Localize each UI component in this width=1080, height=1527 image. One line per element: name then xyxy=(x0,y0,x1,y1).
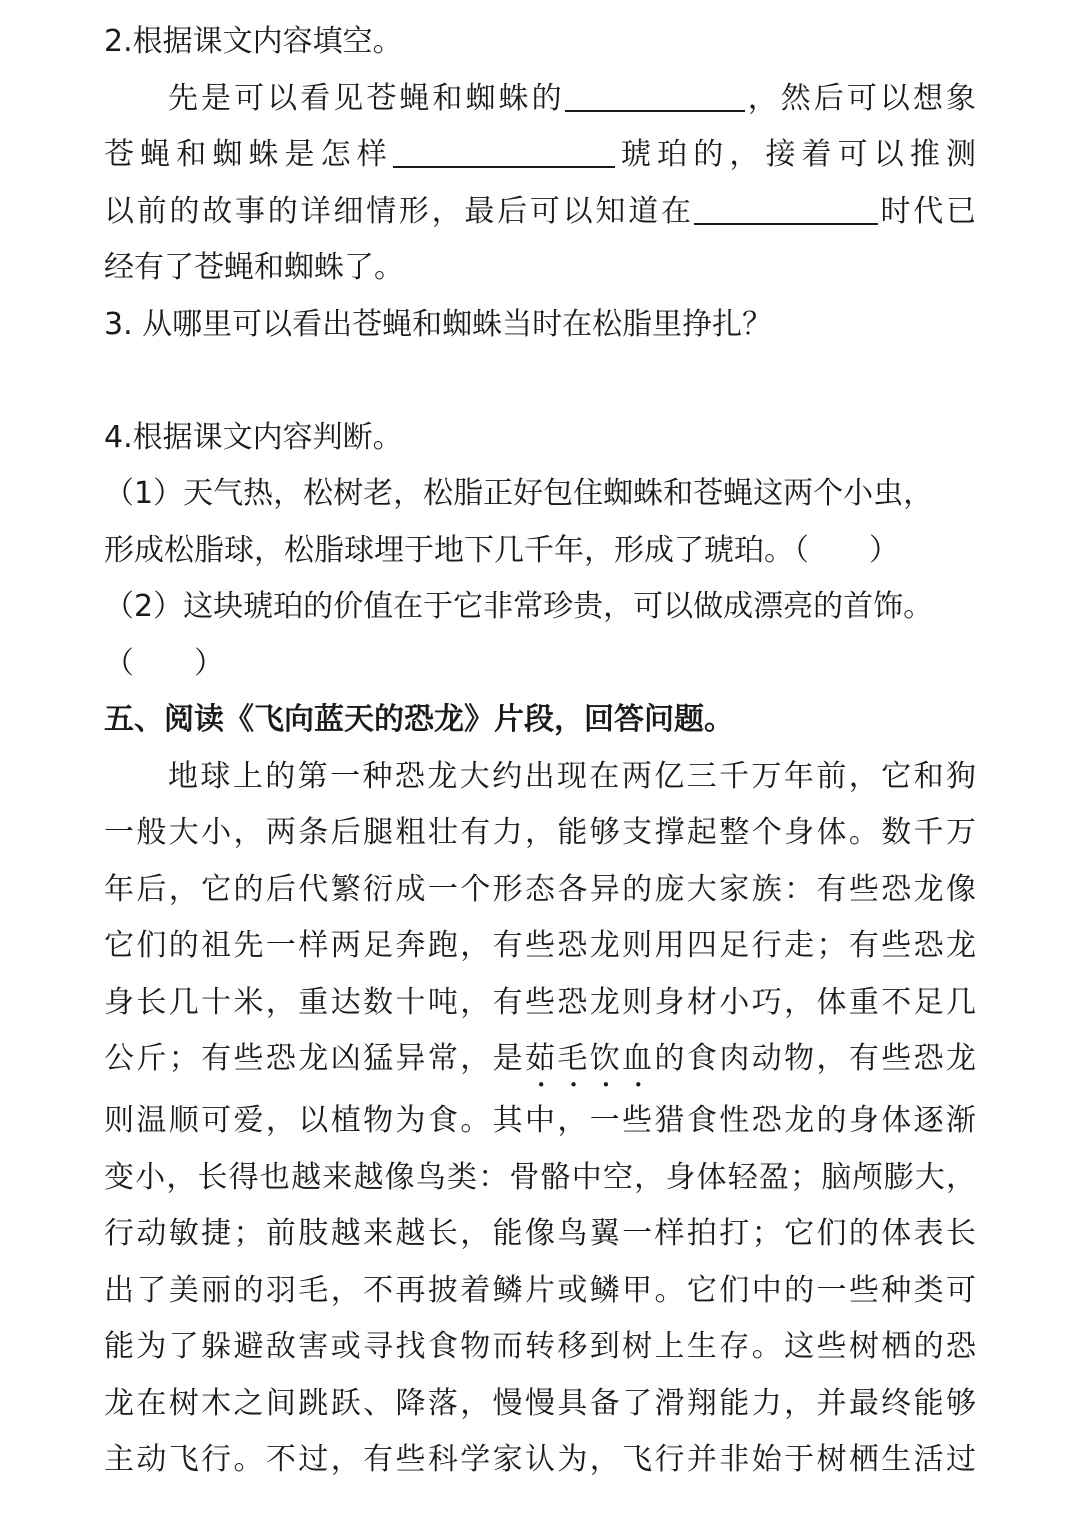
answer-space[interactable] xyxy=(104,353,976,410)
passage-line: 身长几十米，重达数十吨，有些恐龙则身材小巧，体重不足几 xyxy=(104,984,976,1020)
passage-line: 一般大小，两条后腿粗壮有力，能够支撑起整个身体。数千万 xyxy=(104,815,976,850)
q2-text: 苍蝇和蜘蛛是怎样 xyxy=(104,137,393,172)
section-title: 阅读《飞向蓝天的恐龙》片段，回答问题。 xyxy=(164,702,734,737)
passage-line: 变小，长得也越来越像鸟类：骨骼中空，身体轻盈；脑颅膨大， xyxy=(104,1159,976,1195)
q2-text: 时代已 xyxy=(877,193,976,229)
section-5-heading xyxy=(104,692,976,749)
fill-blank-1[interactable] xyxy=(565,76,745,112)
q2-line-2 xyxy=(104,127,976,184)
fill-blank-2[interactable] xyxy=(393,132,615,168)
q4-item-2-line-2: （ ） xyxy=(104,645,224,681)
passage-line: 地球上的第一种恐龙大约出现在两亿三千万年前，它和狗 xyxy=(168,758,976,794)
passage-line: 龙在树木之间跳跃、降落，慢慢具备了滑翔能力，并最终能够 xyxy=(104,1385,976,1421)
section-number: 五、 xyxy=(104,702,164,737)
passage-line: 则温顺可爱，以植物为食。其中，一些猎食性恐龙的身体逐渐 xyxy=(104,1103,976,1138)
worksheet-page xyxy=(104,14,976,1489)
q4-item-2-line-1: （2）这块琥珀的价值在于它非常珍贵，可以做成漂亮的首饰。 xyxy=(104,589,934,624)
passage-line: 能为了躲避敌害或寻找食物而转移到树上生存。这些树栖的恐 xyxy=(104,1329,976,1364)
q2-text: 先是可以看见苍蝇和蜘蛛的 xyxy=(168,80,565,116)
q2-title: 2.根据课文内容填空。 xyxy=(104,24,403,59)
q2-line-4: 经有了苍蝇和蜘蛛了。 xyxy=(104,250,404,285)
emphasized-phrase: 茹毛饮血 xyxy=(525,1041,655,1076)
passage-line: 行动敏捷；前肢越来越长，能像鸟翼一样拍打；它们的体表长 xyxy=(104,1216,976,1251)
q4-item-1-line-2: 形成松脂球，松脂球埋于地下几千年，形成了琥珀。（ ） xyxy=(104,532,899,568)
q4-item-1-line-1: （1）天气热，松树老，松脂正好包住蜘蛛和苍蝇这两个小虫， xyxy=(104,476,934,511)
passage-line xyxy=(104,1031,976,1093)
q4-title: 4.根据课文内容判断。 xyxy=(104,419,403,455)
q2-line-1 xyxy=(104,71,976,128)
q2-line-3 xyxy=(104,184,976,241)
q3-title: 3. 从哪里可以看出苍蝇和蜘蛛当时在松脂里挣扎？ xyxy=(104,306,773,342)
passage-line: 主动飞行。不过，有些科学家认为，飞行并非始于树栖生活过 xyxy=(104,1442,976,1477)
passage-text: 的食肉动物，有些恐龙 xyxy=(654,1041,976,1076)
q2-text: 以前的故事的详细情形，最后可以知道在 xyxy=(104,193,694,229)
passage-line: 年后，它的后代繁衍成一个形态各异的庞大家族：有些恐龙像 xyxy=(104,871,976,907)
q2-text: 琥珀的，接着可以推测 xyxy=(614,137,976,172)
passage-line: 出了美丽的羽毛，不再披着鳞片或鳞甲。它们中的一些种类可 xyxy=(104,1272,976,1308)
passage-line: 它们的祖先一样两足奔跑，有些恐龙则用四足行走；有些恐龙 xyxy=(104,928,976,963)
fill-blank-3[interactable] xyxy=(694,189,878,225)
passage-text: 公斤；有些恐龙凶猛异常，是 xyxy=(104,1041,525,1076)
q2-text: ，然后可以想象 xyxy=(744,80,976,116)
